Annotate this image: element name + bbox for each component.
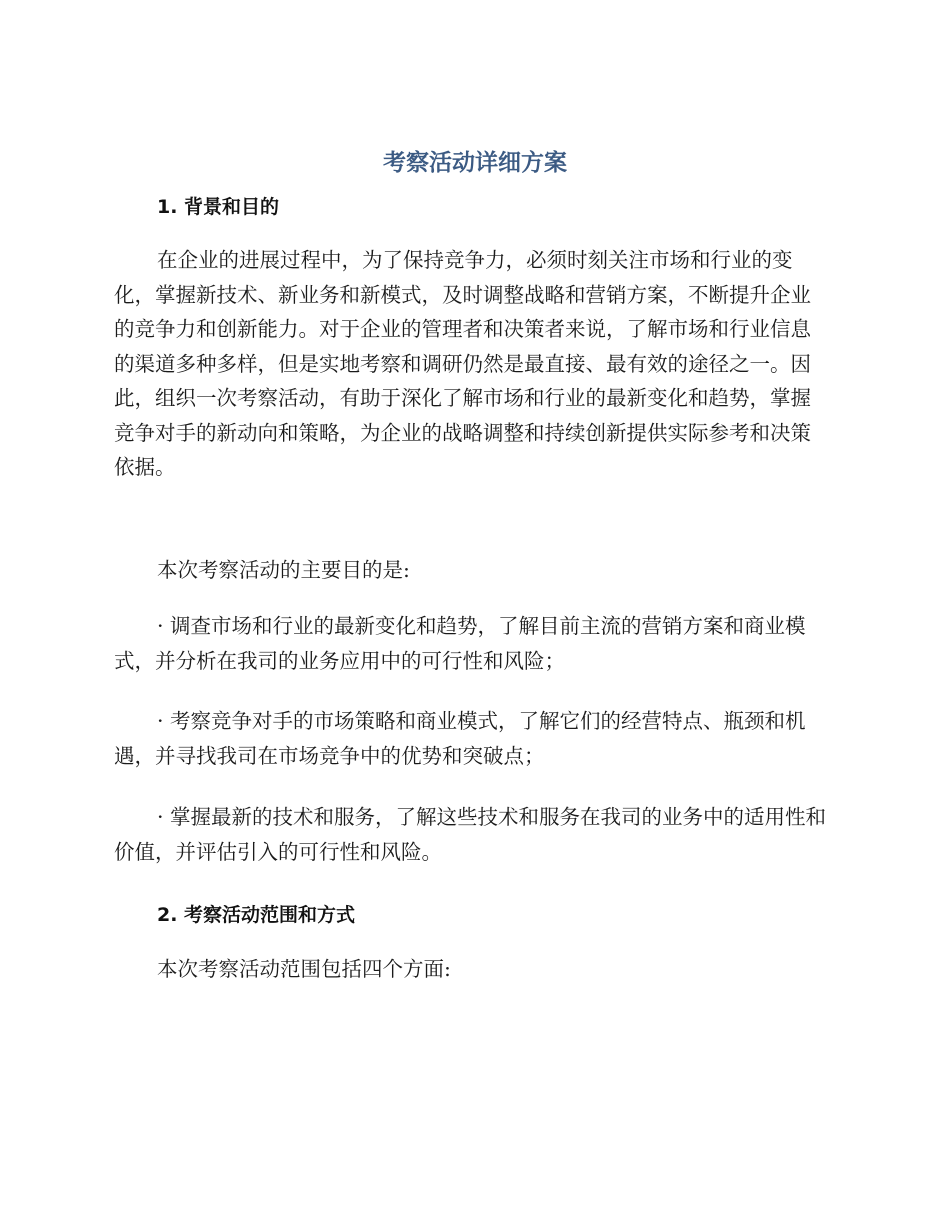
list-item-goal-market: · 调查市场和行业的最新变化和趋势，了解目前主流的营销方案和商业模式，并分析在我司的业务应用中的可行性和风险； xyxy=(114,614,806,673)
paragraph-scope-intro: 本次考察活动范围包括四个方面: xyxy=(157,957,451,981)
document-title: 考察活动详细方案 xyxy=(383,150,567,176)
paragraph-goals-intro: 本次考察活动的主要目的是: xyxy=(157,558,410,582)
list-item-goal-technology: · 掌握最新的技术和服务，了解这些技术和服务在我司的业务中的适用性和价值，并评估引入的可行性和风险。 xyxy=(114,805,827,864)
section-heading-scope: 2. 考察活动范围和方式 xyxy=(157,904,356,926)
list-item-goal-competitors: · 考察竞争对手的市场策略和商业模式，了解它们的经营特点、瓶颈和机遇，并寻找我司在市场竞争中的优势和突破点； xyxy=(114,709,806,768)
section-heading-background: 1. 背景和目的 xyxy=(157,196,280,218)
paragraph-background: 在企业的进展过程中，为了保持竞争力，必须时刻关注市场和行业的变化，掌握新技术、新业务和新模式，及时调整战略和营销方案，不断提升企业的竞争力和创新能力。对于企业的管理者和决策者来说，了解市场和行业信息的渠道多种多样，但是实地考察和调研仍然是最直接、最有效的途径之一。因此，组织一次考察活动，有助于深化了解市场和行业的最新变化和趋势，掌握竞争对手的新动向和策略，为企业的战略调整和持续创新提供实际参考和决策依据。 xyxy=(114,248,811,479)
